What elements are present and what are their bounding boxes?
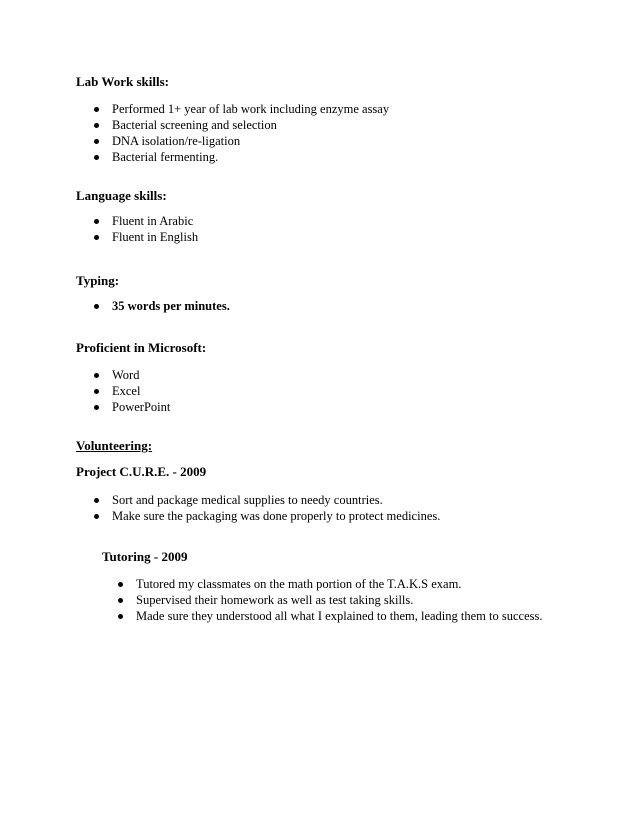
list-item-text: Made sure they understood all what I explained to them, leading them to success. xyxy=(136,609,543,623)
list-item-text: PowerPoint xyxy=(112,400,171,414)
bullet-icon xyxy=(118,614,123,619)
list-item xyxy=(118,592,543,608)
bullet-icon xyxy=(94,123,99,128)
list-item xyxy=(94,508,440,524)
tutoring-list xyxy=(118,576,543,624)
list-item xyxy=(94,213,198,229)
list-item-text: Make sure the packaging was done properly to protect medicines. xyxy=(112,509,441,523)
bullet-icon xyxy=(94,107,99,112)
list-item-text: Bacterial screening and selection xyxy=(112,118,277,132)
list-item xyxy=(94,492,440,508)
list-item-text: Excel xyxy=(112,384,141,398)
list-item xyxy=(94,101,389,117)
bullet-icon xyxy=(94,514,99,519)
project-cure-list xyxy=(94,492,440,524)
list-item-text: Sort and package medical supplies to needy countries. xyxy=(112,493,383,507)
bullet-icon xyxy=(94,304,99,309)
list-item-text: Word xyxy=(112,368,140,382)
bullet-icon xyxy=(94,219,99,224)
list-item-text: Fluent in Arabic xyxy=(112,214,194,228)
list-item-text: Bacterial fermenting. xyxy=(112,150,219,164)
bullet-icon xyxy=(94,235,99,240)
bullet-icon xyxy=(94,373,99,378)
list-item-text: Supervised their homework as well as test taking skills. xyxy=(136,593,414,607)
project-cure-heading: Project C.U.R.E. - 2009 xyxy=(76,464,207,479)
bullet-icon xyxy=(94,389,99,394)
list-item xyxy=(94,117,389,133)
language-heading: Language skills: xyxy=(76,188,167,203)
list-item-text: DNA isolation/re-ligation xyxy=(112,134,241,148)
list-item-text: Performed 1+ year of lab work including enzyme assay xyxy=(112,102,390,116)
list-item xyxy=(94,149,389,165)
bullet-icon xyxy=(118,598,123,603)
list-item-text: 35 words per minutes. xyxy=(112,299,230,313)
list-item-text: Fluent in English xyxy=(112,230,199,244)
volunteering-heading: Volunteering: xyxy=(76,438,153,453)
list-item xyxy=(118,576,543,592)
list-item xyxy=(94,399,170,415)
microsoft-list xyxy=(94,367,170,415)
bullet-icon xyxy=(118,582,123,587)
lab-work-list xyxy=(94,101,389,165)
list-item xyxy=(94,229,198,245)
list-item xyxy=(94,367,170,383)
typing-heading: Typing: xyxy=(76,273,120,288)
list-item xyxy=(94,383,170,399)
list-item xyxy=(94,133,389,149)
bullet-icon xyxy=(94,405,99,410)
list-item xyxy=(94,298,230,314)
bullet-icon xyxy=(94,139,99,144)
lab-work-heading: Lab Work skills: xyxy=(76,74,169,89)
language-list xyxy=(94,213,198,245)
list-item xyxy=(118,608,543,624)
list-item-text: Tutored my classmates on the math portion of the T.A.K.S exam. xyxy=(136,577,462,591)
bullet-icon xyxy=(94,498,99,503)
tutoring-heading: Tutoring - 2009 xyxy=(102,549,188,564)
bullet-icon xyxy=(94,155,99,160)
typing-list xyxy=(94,298,230,314)
microsoft-heading: Proficient in Microsoft: xyxy=(76,340,207,355)
